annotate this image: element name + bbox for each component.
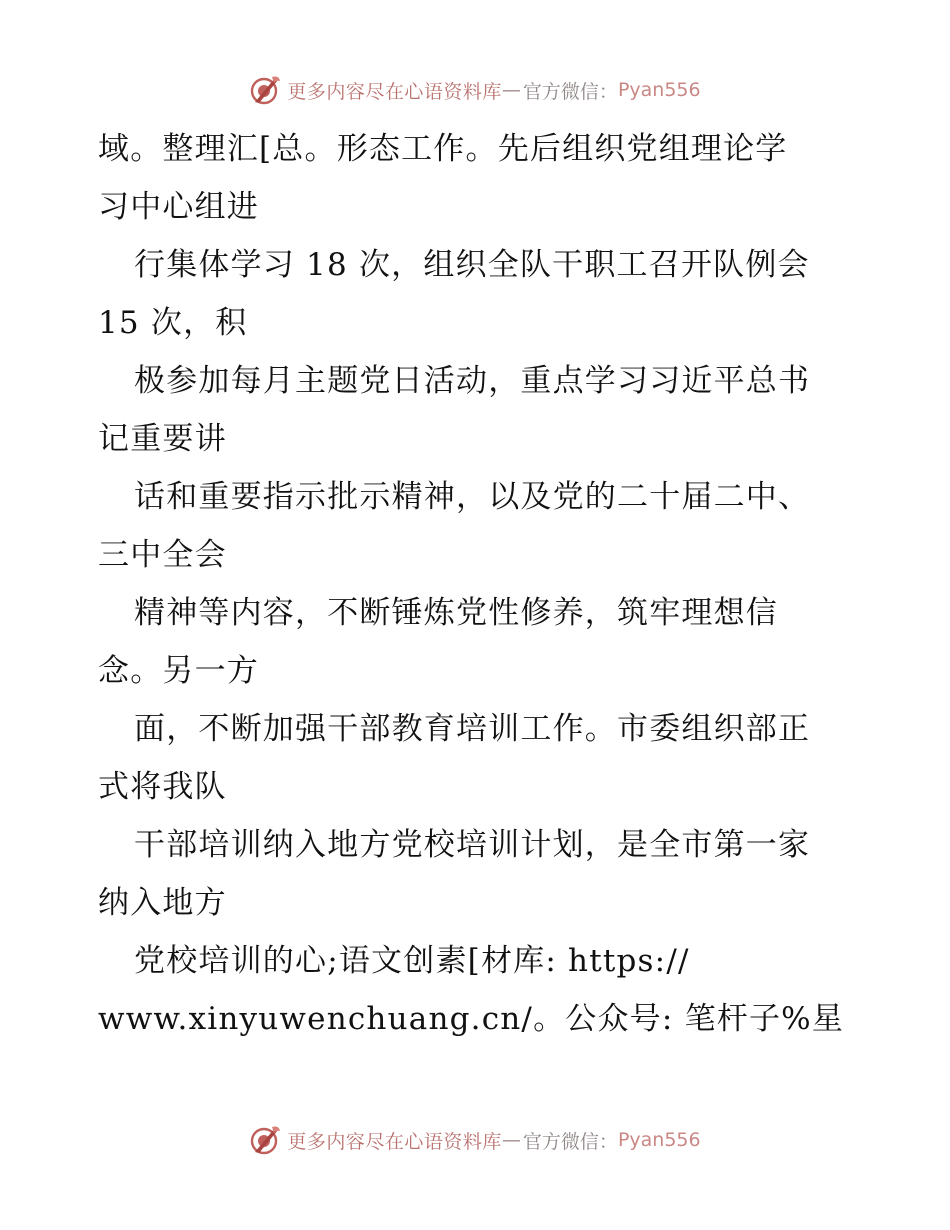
body-line: 干部培训纳入地方党校培训计划，是全市第一家: [134, 827, 811, 863]
quill-logo-icon: [249, 1124, 281, 1156]
watermark-middle: 官方微信：: [522, 80, 618, 103]
body-line: 党校培训的心;语文创素[材库: https://: [134, 943, 690, 979]
footer-watermark: [0, 1120, 950, 1160]
header-watermark: [0, 70, 950, 110]
body-line: 极参加每月主题党日活动，重点学习习近平总书: [134, 363, 811, 399]
quill-logo-icon: [249, 74, 281, 106]
body-line: 精神等内容，不断锤炼党性修养，筑牢理想信: [134, 595, 778, 631]
watermark-dash: —: [501, 79, 521, 101]
watermark-prefix: 更多内容尽在心语资料库: [287, 1130, 502, 1153]
watermark-account: Pyan556: [617, 1129, 701, 1151]
watermark-prefix: 更多内容尽在心语资料库: [287, 80, 502, 103]
body-line: 三中全会: [98, 537, 227, 573]
body-line: 式将我队: [98, 769, 227, 805]
watermark-middle: 官方微信：: [522, 1130, 618, 1153]
body-line: 纳入地方: [98, 885, 227, 921]
body-line: 面，不断加强干部教育培训工作。市委组织部正: [134, 711, 811, 747]
body-line: 习中心组进: [98, 189, 259, 225]
body-line: 话和重要指示批示精神，以及党的二十届二中、: [134, 479, 811, 515]
body-line: 行集体学习 18 次，组织全队干职工召开队例会: [134, 247, 810, 283]
body-line: www.xinyuwenchuang.cn/。公众号: 笔杆子%星: [98, 1001, 845, 1037]
body-line: 念。另一方: [98, 653, 259, 689]
watermark-account: Pyan556: [617, 79, 701, 101]
body-line: 域。整理汇[总。形态工作。先后组织党组理论学: [98, 131, 788, 167]
document-body: [98, 120, 868, 1048]
body-line: 记重要讲: [98, 421, 227, 457]
watermark-dash: —: [501, 1129, 521, 1151]
body-line: 15 次，积: [98, 305, 248, 341]
